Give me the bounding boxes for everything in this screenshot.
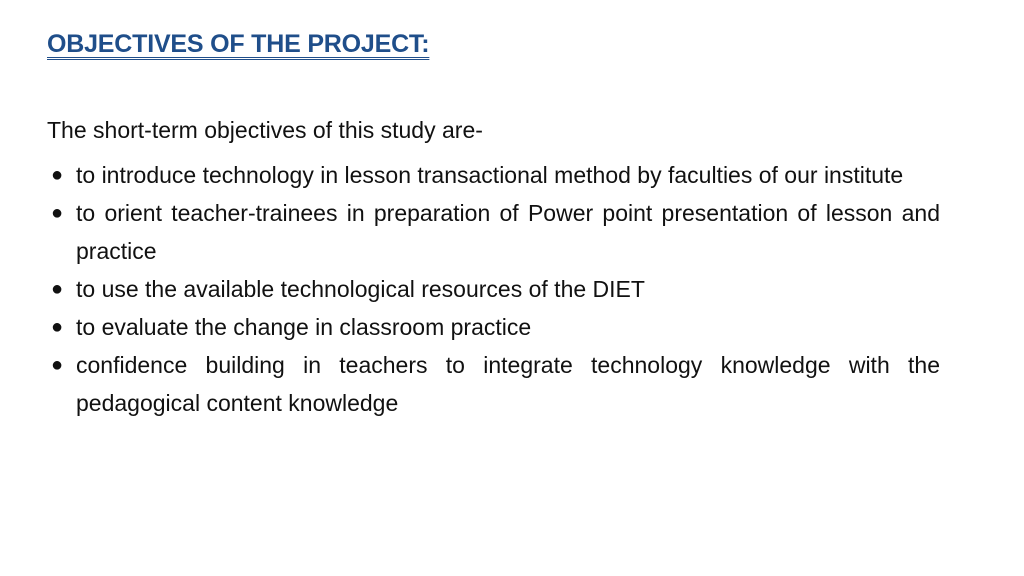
list-item xyxy=(47,346,940,422)
bullet-icon: ● xyxy=(50,202,64,224)
list-item-text: to orient teacher-trainees in preparation of Power point presentation of lesson and practice xyxy=(76,200,940,264)
objectives-list xyxy=(47,156,940,422)
list-item-text: to evaluate the change in classroom practice xyxy=(76,314,532,340)
list-item-text: to introduce technology in lesson transactional method by faculties of our institute xyxy=(76,162,904,188)
bullet-icon: ● xyxy=(50,164,64,186)
intro-text: The short-term objectives of this study are- xyxy=(47,117,483,143)
list-item xyxy=(47,270,940,308)
page-title: OBJECTIVES OF THE PROJECT: xyxy=(47,30,430,58)
list-item-text: confidence building in teachers to integrate technology knowledge with the pedagogical content knowledge xyxy=(76,352,940,416)
bullet-icon: ● xyxy=(50,354,64,376)
list-item xyxy=(47,194,940,270)
list-item xyxy=(47,156,940,194)
bullet-icon: ● xyxy=(50,316,64,338)
bullet-icon: ● xyxy=(50,278,64,300)
list-item xyxy=(47,308,940,346)
list-item-text: to use the available technological resources of the DIET xyxy=(76,276,645,302)
